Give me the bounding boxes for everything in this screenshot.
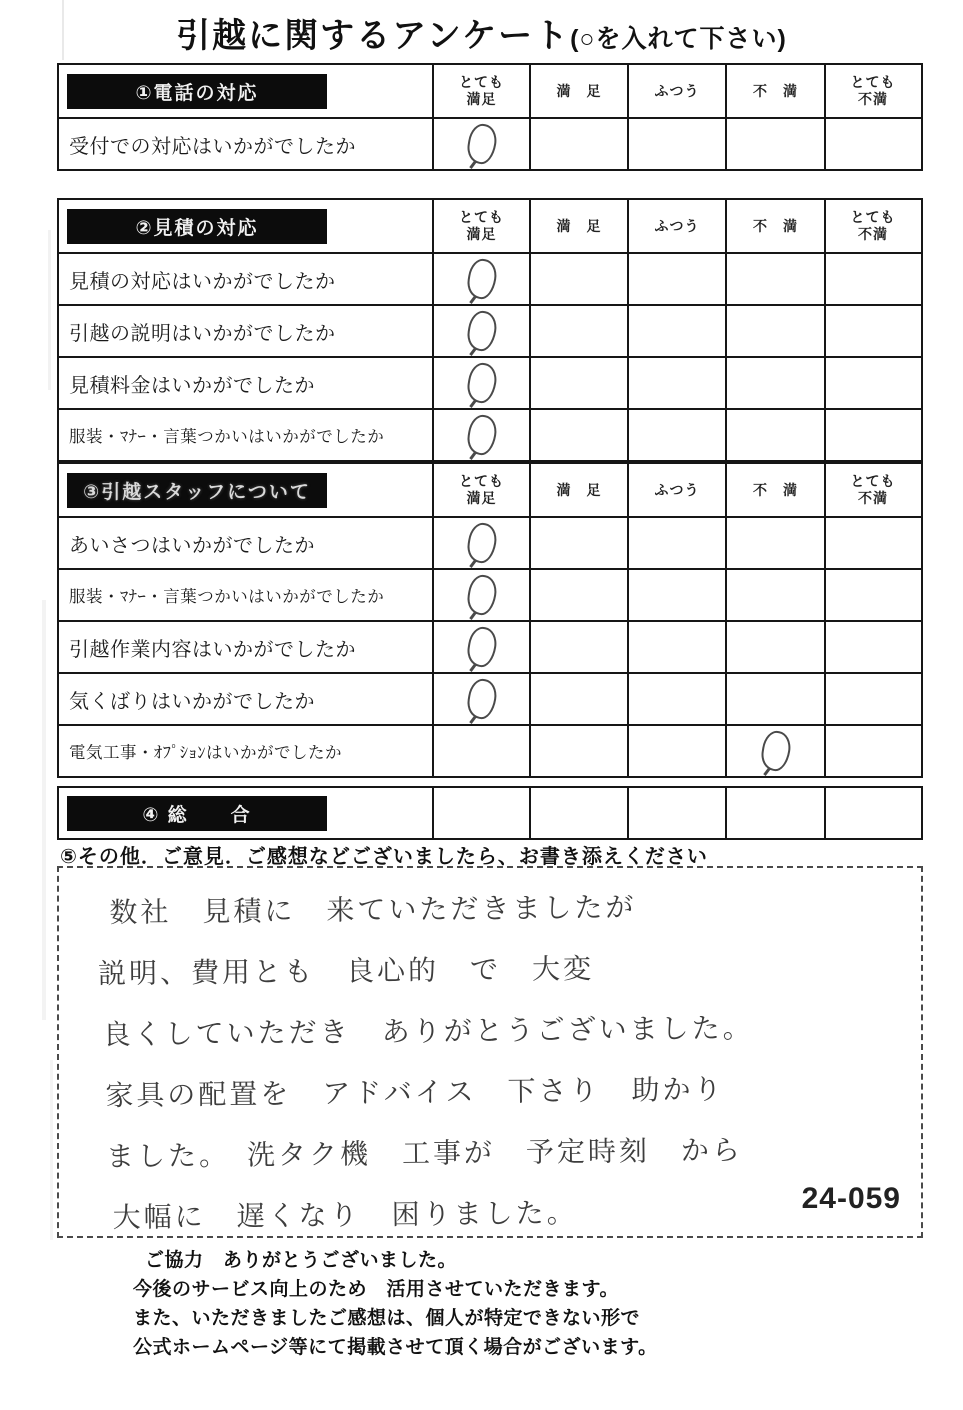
- rating-cell: [725, 119, 824, 169]
- answer-circle: [465, 122, 499, 166]
- rating-cell: [725, 622, 824, 672]
- question-row: [59, 518, 921, 570]
- rating-cell: [824, 622, 920, 672]
- rating-cell: [725, 358, 824, 408]
- handwritten-line: ました。 洗タク機 工事が 予定時刻 から: [105, 1133, 744, 1174]
- answer-circle: [465, 625, 499, 669]
- rating-cell: [824, 570, 920, 620]
- form-number: 24-059: [801, 1182, 901, 1215]
- rating-cell: [627, 410, 725, 460]
- rating-cell: [529, 788, 627, 838]
- scan-artifact: [48, 230, 51, 390]
- rating-cell: [432, 254, 529, 304]
- question-row: [59, 570, 921, 622]
- rating-cell: [529, 622, 627, 672]
- section-2-header-row: [59, 200, 921, 254]
- rating-cell: [529, 254, 627, 304]
- rating-cell: [529, 570, 627, 620]
- rating-cell: [824, 518, 920, 568]
- rating-cell: [432, 119, 529, 169]
- rating-cell: [824, 788, 920, 838]
- question-cell: 引越の説明はいかがでしたか: [69, 322, 336, 345]
- rating-header-satisfied: 満 足: [529, 464, 627, 516]
- rating-cell: [627, 726, 725, 776]
- rating-cell: [432, 570, 529, 620]
- question-row: [59, 622, 921, 674]
- title-instruction: (○を入れて下さい): [570, 25, 787, 53]
- rating-cell: [824, 410, 920, 460]
- handwritten-line: 説明、費用とも 良心的 で 大変: [97, 952, 595, 991]
- footer-line: 公式ホームページ等にて掲載させて頂く場合がございます。: [133, 1337, 658, 1358]
- answer-circle: [465, 521, 499, 565]
- section-3-header-row: [59, 464, 921, 518]
- rating-cell: [529, 726, 627, 776]
- rating-cell: [725, 254, 824, 304]
- rating-header-very-satisfied: とても 満足: [432, 200, 529, 252]
- rating-cell: [432, 358, 529, 408]
- section-2-label: ②見積の対応: [67, 209, 327, 244]
- answer-circle: [465, 257, 499, 301]
- question-row: [59, 119, 921, 169]
- handwritten-line: 大幅に 遅くなり 困りました。: [112, 1196, 578, 1235]
- rating-cell: [627, 254, 725, 304]
- question-row: [59, 674, 921, 726]
- scan-artifact: [50, 1060, 53, 1240]
- question-row: [59, 358, 921, 410]
- section-4-label: ④ 総 合: [67, 796, 327, 831]
- question-row: [59, 254, 921, 306]
- answer-circle: [465, 361, 499, 405]
- rating-header-very-satisfied: とても 満足: [432, 65, 529, 117]
- question-cell: 服装・ﾏﾅｰ・言葉つかいはいかがでしたか: [69, 428, 385, 446]
- rating-cell: [529, 358, 627, 408]
- rating-header-very-dissatisfied: とても 不満: [824, 200, 920, 252]
- question-row: [59, 410, 921, 460]
- section-4-table: [57, 786, 923, 840]
- rating-cell: [627, 674, 725, 724]
- rating-cell: [432, 726, 529, 776]
- rating-cell: [824, 254, 920, 304]
- footer-note: [133, 1246, 658, 1362]
- rating-cell: [432, 674, 529, 724]
- rating-cell: [529, 119, 627, 169]
- question-cell: 見積料金はいかがでしたか: [69, 374, 315, 397]
- question-cell: 服装・ﾏﾅｰ・言葉つかいはいかがでしたか: [69, 588, 385, 606]
- answer-circle: [465, 309, 499, 353]
- question-cell: あいさつはいかがでしたか: [69, 534, 315, 557]
- title-main: 引越に関するアンケート: [176, 17, 571, 55]
- rating-cell: [529, 306, 627, 356]
- rating-cell: [627, 788, 725, 838]
- page-title: [0, 8, 963, 57]
- rating-cell: [432, 410, 529, 460]
- answer-circle: [465, 677, 499, 721]
- rating-cell: [824, 358, 920, 408]
- section-3-table: [57, 462, 923, 778]
- question-cell: 気くばりはいかがでしたか: [69, 690, 315, 713]
- rating-cell: [432, 518, 529, 568]
- rating-cell: [725, 410, 824, 460]
- rating-cell: [725, 788, 824, 838]
- question-row: [59, 726, 921, 776]
- rating-cell: [432, 622, 529, 672]
- rating-header-neutral: ふつう: [627, 65, 725, 117]
- rating-cell: [824, 119, 920, 169]
- scan-artifact: [42, 600, 46, 1020]
- rating-cell: [432, 306, 529, 356]
- question-cell: 電気工事・ｵﾌﾟｼｮﾝはいかがでしたか: [69, 744, 342, 762]
- rating-cell: [627, 306, 725, 356]
- rating-cell: [627, 518, 725, 568]
- footer-line: 今後のサービス向上のため 活用させていただきます。: [133, 1279, 619, 1300]
- handwritten-line: 良くしていただき ありがとうございました。: [102, 1011, 754, 1052]
- section-3-label: ③引越スタッフについて: [67, 473, 327, 508]
- rating-header-satisfied: 満 足: [529, 65, 627, 117]
- rating-cell: [824, 674, 920, 724]
- rating-cell: [529, 410, 627, 460]
- rating-header-dissatisfied: 不 満: [725, 200, 824, 252]
- rating-cell: [725, 726, 824, 776]
- section-4-row: [59, 788, 921, 838]
- rating-cell: [627, 358, 725, 408]
- answer-circle: [465, 413, 499, 457]
- footer-line: ご協力 ありがとうございました。: [145, 1250, 458, 1271]
- section-1-label-cell: [59, 65, 432, 117]
- section-1-label: ①電話の対応: [67, 74, 327, 109]
- rating-cell: [627, 622, 725, 672]
- rating-header-very-satisfied: とても 満足: [432, 464, 529, 516]
- section-4-label-cell: [59, 788, 432, 838]
- rating-header-neutral: ふつう: [627, 200, 725, 252]
- rating-cell: [725, 306, 824, 356]
- comment-box: [57, 866, 923, 1238]
- rating-header-very-dissatisfied: とても 不満: [824, 464, 920, 516]
- handwritten-line: 家具の配置を アドバイス 下さり 助かり: [105, 1072, 725, 1113]
- question-row: [59, 306, 921, 358]
- handwritten-comment: [83, 874, 915, 1249]
- rating-cell: [432, 788, 529, 838]
- answer-circle: [465, 573, 499, 617]
- section-2-table: [57, 198, 923, 462]
- section-2-label-cell: [59, 200, 432, 252]
- rating-cell: [529, 518, 627, 568]
- rating-header-satisfied: 満 足: [529, 200, 627, 252]
- section-1-table: [57, 63, 923, 171]
- section-1-header-row: [59, 65, 921, 119]
- rating-cell: [627, 570, 725, 620]
- question-cell: 受付での対応はいかがでしたか: [69, 135, 356, 158]
- rating-cell: [627, 119, 725, 169]
- rating-cell: [824, 306, 920, 356]
- footer-line: また、いただきましたご感想は、個人が特定できない形で: [133, 1308, 641, 1329]
- rating-header-very-dissatisfied: とても 不満: [824, 65, 920, 117]
- comment-section-heading: ⑤その他．ご意見．ご感想などございましたら、お書き添えください: [60, 846, 708, 868]
- rating-header-neutral: ふつう: [627, 464, 725, 516]
- rating-cell: [725, 518, 824, 568]
- rating-cell: [529, 674, 627, 724]
- rating-cell: [725, 674, 824, 724]
- rating-header-dissatisfied: 不 満: [725, 464, 824, 516]
- question-cell: 引越作業内容はいかがでしたか: [69, 638, 356, 661]
- section-3-label-cell: [59, 464, 432, 516]
- rating-cell: [725, 570, 824, 620]
- handwritten-line: 数社 見積に 来ていただきましたが: [109, 890, 637, 930]
- question-cell: 見積の対応はいかがでしたか: [69, 270, 336, 293]
- answer-circle: [759, 729, 793, 773]
- rating-header-dissatisfied: 不 満: [725, 65, 824, 117]
- rating-cell: [824, 726, 920, 776]
